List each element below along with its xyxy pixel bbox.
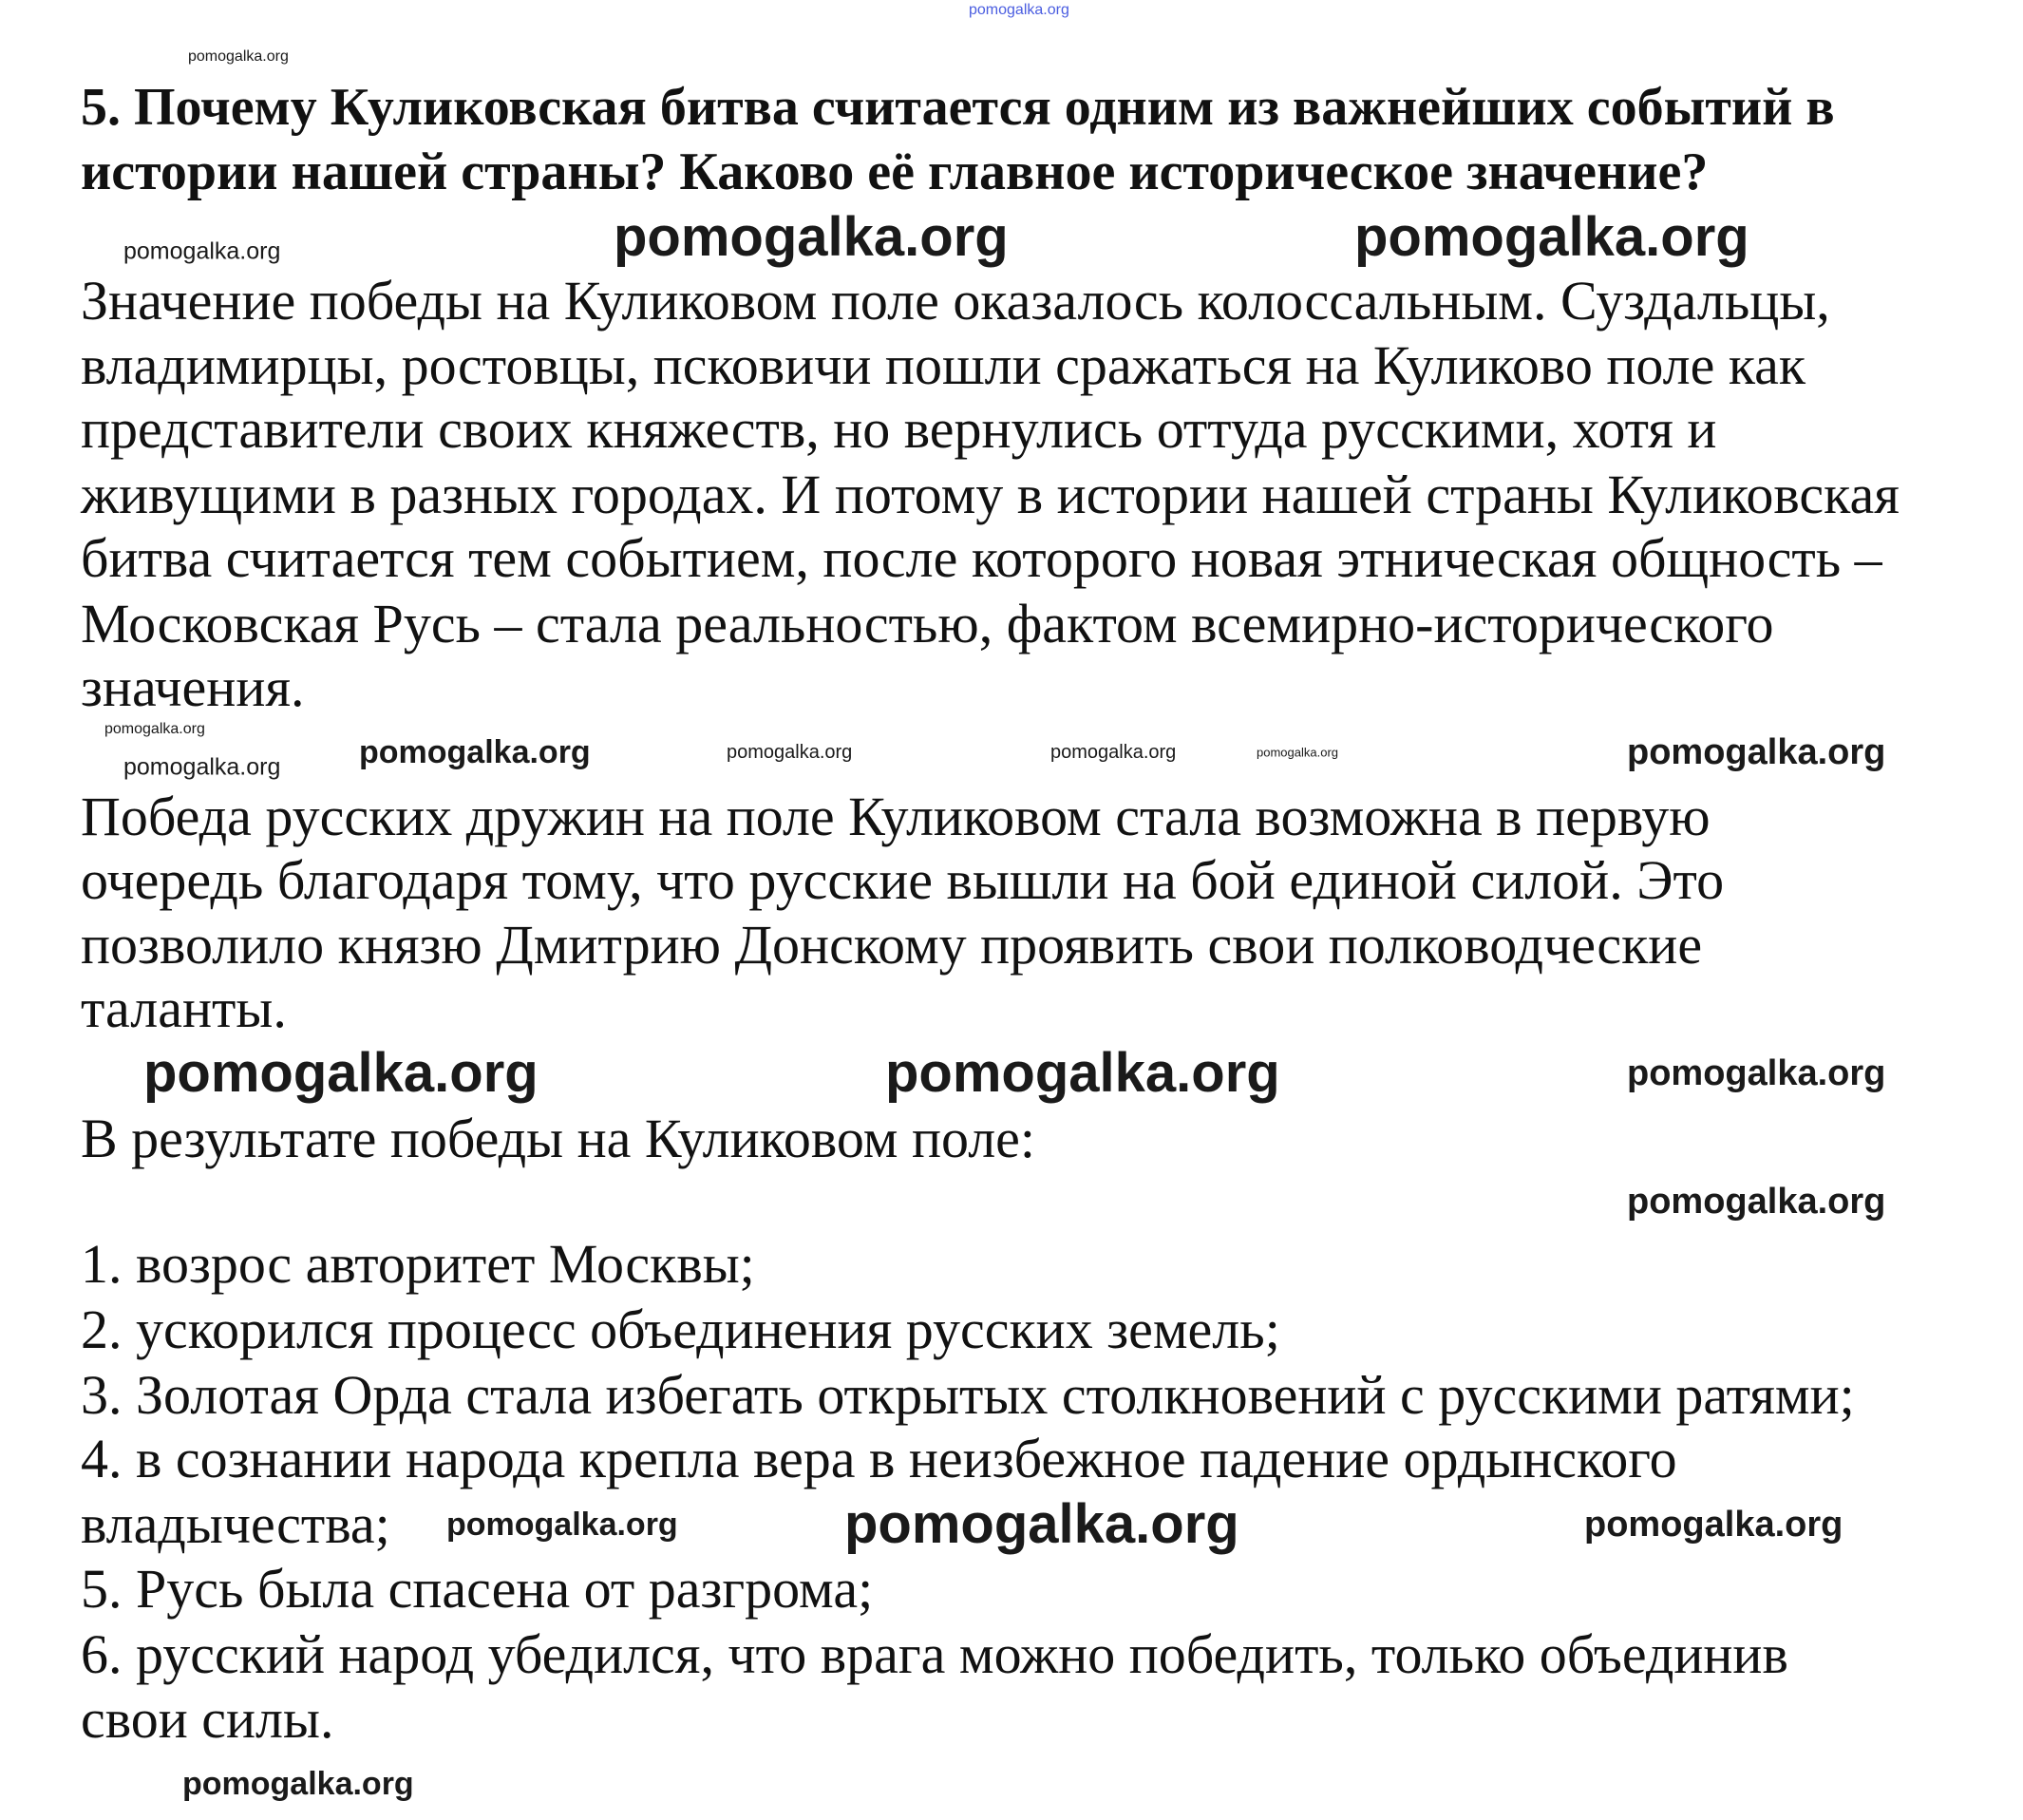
watermark: pomogalka.org — [359, 734, 591, 770]
watermark: pomogalka.org — [1584, 1505, 1843, 1545]
text-line: представители своих княжеств, но вернулись оттуда русскими, хотя и — [81, 398, 1717, 460]
watermark: pomogalka.org — [446, 1507, 678, 1543]
text-line: битва считается тем событием, после которого новая этническая общность – — [81, 527, 1882, 589]
text-line: позволило князю Дмитрию Донскому проявить свои полководческие — [81, 914, 1703, 976]
watermark: pomogalka.org — [727, 742, 853, 763]
text-line: Значение победы на Куликовом поле оказалось колоссальным. Суздальцы, — [81, 270, 1830, 332]
watermark: pomogalka.org — [1627, 1053, 1886, 1093]
watermark: pomogalka.org — [614, 206, 1009, 268]
text-line: значения. — [81, 656, 305, 718]
watermark: pomogalka.org — [1627, 732, 1886, 772]
watermark: pomogalka.org — [104, 721, 205, 737]
watermark: pomogalka.org — [1050, 742, 1177, 763]
list-item: 5. Русь была спасена от разгрома; — [81, 1558, 874, 1620]
watermark: pomogalka.org — [143, 1042, 539, 1104]
list-item: владычества; — [81, 1493, 390, 1555]
watermark: pomogalka.org — [1354, 206, 1749, 268]
watermark: pomogalka.org — [123, 753, 281, 781]
title-line: 5. Почему Куликовская битва считается одним из важнейших событий в — [81, 78, 1835, 137]
watermark: pomogalka.org — [188, 48, 289, 65]
watermark: pomogalka.org — [1257, 745, 1338, 760]
text-line: владимирцы, ростовцы, псковичи пошли сражаться на Куликово поле как — [81, 334, 1806, 396]
list-item: 4. в сознании народа крепла вера в неизбежное падение ордынского — [81, 1428, 1677, 1489]
title-line: истории нашей страны? Каково её главное историческое значение? — [81, 142, 1709, 201]
watermark: pomogalka.org — [1627, 1182, 1886, 1222]
list-item: 3. Золотая Орда стала избегать открытых столкновений с русскими ратями; — [81, 1364, 1855, 1426]
list-item: 1. возрос авторитет Москвы; — [81, 1233, 755, 1295]
watermark: pomogalka.org — [844, 1493, 1239, 1555]
watermark: pomogalka.org — [885, 1042, 1280, 1104]
text-line: живущими в разных городах. И потому в истории нашей страны Куликовская — [81, 464, 1900, 525]
text-line: очередь благодаря тому, что русские вышли на бой единой силой. Это — [81, 849, 1725, 911]
text-line: Победа русских дружин на поле Куликовом стала возможна в первую — [81, 786, 1711, 847]
list-intro: В результате победы на Куликовом поле: — [81, 1108, 1036, 1169]
text-line: Московская Русь – стала реальностью, фактом всемирно-исторического — [81, 593, 1774, 654]
list-item: 2. ускорился процесс объединения русских земель; — [81, 1299, 1280, 1360]
text-line: таланты. — [81, 977, 287, 1039]
header-watermark: pomogalka.org — [969, 2, 1069, 18]
list-item: свои силы. — [81, 1688, 334, 1750]
watermark: pomogalka.org — [182, 1766, 414, 1802]
list-item: 6. русский народ убедился, что врага можно победить, только объединив — [81, 1623, 1788, 1685]
watermark: pomogalka.org — [123, 237, 281, 265]
